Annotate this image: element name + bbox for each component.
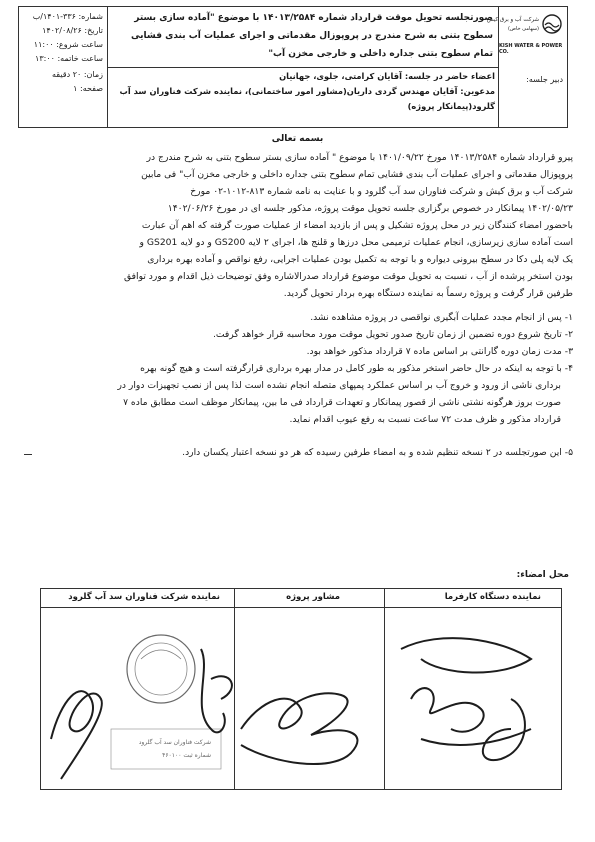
list-item: ۵- این صورتجلسه در ۲ نسخه تنظیم شده و به امضاء طرفین رسیده که هر دو نسخه اعتبار یکسان دارد. xyxy=(182,447,573,458)
title-line-1: صورتجلسه تحویل موقت قرارداد شماره ۱۴۰۱۳/۲۵۸۴ با موضوع "آماده سازی بستر xyxy=(134,13,493,23)
title-line-3: تمام سطوح بتنی جداره داخلی و خارجی مخزن آب" xyxy=(268,49,493,59)
body-line-6: است آماده سازی زیرسازی، انجام عملیات ترمیمی محل درزها و قلنج ها، اجرای ۲ لایه GS200 و دو لایه GS201 و xyxy=(139,237,573,248)
meeting-secretary-label: دبیر جلسه: xyxy=(526,75,563,84)
attendees-invited: مدعوین: آقایان مهندس گردی داریان(مشاور امور ساختمانی)، نماینده شرکت فناوران سد آب xyxy=(119,86,495,96)
body-line-1: پیرو قرارداد شماره ۱۴۰۱۳/۲۵۸۴ مورخ ۱۴۰۱/۰۹/۲۲ با موضوع " آماده سازی بستر سطوح بتنی به شرح مندرج در xyxy=(146,152,573,163)
body-line-9: طرفین قرار گرفت و پروژه رسماً به نماینده دستگاه بهره بردار تحویل گردید. xyxy=(283,288,573,299)
company-logo-icon xyxy=(486,11,561,41)
body-line-2: پروپوزال مقدماتی و اجرای عملیات آب بندی فشایی تمام سطوح بتنی جداره داخلی و خارجی مخزن آب" فی مابین xyxy=(141,169,573,180)
meta-end-time: ساعت خاتمه: ۱۳:۰۰ xyxy=(35,54,103,63)
signature-header-consultant: مشاور پروژه xyxy=(286,592,340,602)
employer-signature xyxy=(401,638,531,760)
meta-number: شماره: ۳۳۶-۱۴۰۱/ب xyxy=(32,12,103,21)
body-line-4: ۱۴۰۲/۰۵/۲۳ پیمانکار در خصوص برگزاری جلسه تحویل موقت پروژه، مذکور جلسه ای در مورخ ۱۴۰۲/۰۶/۲۶ xyxy=(167,203,573,214)
bismillah: بسمه تعالی xyxy=(271,134,324,144)
body-line-7: یک لایه پلی دکا در سطح بیرونی دیواره و با توجه به تکمیل بودن عملیات اجرایی، رفع نواقص و آماده بهره برداری xyxy=(147,254,573,265)
company-name-en: KISH WATER & POWER CO. xyxy=(499,43,563,55)
signature-header-contractor: نماینده شرکت فناوران سد آب گلرود xyxy=(68,592,220,602)
contractor-signature xyxy=(51,691,102,779)
list-item: قرارداد مذکور و ظرف مدت ۷۲ ساعت نسبت به رفع عیوب اقدام نماید. xyxy=(289,414,561,425)
meta-start-time: ساعت شروع: ۱۱:۰۰ xyxy=(33,40,103,49)
list-item: ۴- با توجه به اینکه در حال حاضر استخر مذکور به طور کامل در مدار بهره برداری قرارگرفته است و هیچ گونه بهره xyxy=(140,363,573,374)
title-line-2: سطوح بتنی به شرح مندرج در پروپوزال مقدماتی و اجرای عملیات آب بندی فشایی xyxy=(131,31,493,41)
signature-place-label: محل امضاء: xyxy=(516,570,569,580)
meta-duration: زمان: ۲۰ دقیقه xyxy=(52,70,103,79)
header-table xyxy=(18,6,568,128)
attendees-present: اعضاء حاضر در جلسه: آقایان کرامتی، جلوی، جهانیان xyxy=(279,71,495,81)
list-item: صورت بروز هرگونه نشتی ناشی از قصور پیمانکار و تعهدات قرارداد فی ما بین، پیمانکار موظف است مطابق ماده ۷ xyxy=(123,397,561,408)
header-meta-cell xyxy=(19,7,108,127)
company-stamp xyxy=(111,635,221,769)
signature-header-employer: نماینده دستگاه کارفرما xyxy=(444,592,541,602)
list-item: برداری ناشی از ورود و خروج آب بر اساس عملکرد پمپهای متصله انجام نشده است لذا پس از نصب تجهیزات دوار در xyxy=(117,380,561,391)
company-name-fa-2: (سهامی خاص) xyxy=(507,26,539,32)
attendees-invited-cont: گلرود(پیمانکار پروژه) xyxy=(407,101,495,111)
stamp-line-2: شماره ثبت ۴۶۰۱۰۰ xyxy=(162,752,211,759)
body-line-5: باحضور امضاء کنندگان زیر در محل پروژه تشکیل و پس از بازدید امضاء از عملیات صورت گرفته که اهم آن عبارت xyxy=(141,220,573,231)
header-logo-cell xyxy=(486,7,567,127)
consultant-signature xyxy=(241,693,357,764)
meta-page: صفحه: ۱ xyxy=(73,84,103,93)
list-item: ۱- پس از انجام مجدد عملیات آبگیری نواقصی در پروژه مشاهده نشد. xyxy=(310,312,573,323)
signatures-ink xyxy=(41,589,561,789)
meta-date: تاریخ: ۱۴۰۲/۰۸/۲۶ xyxy=(42,26,103,35)
divider-mark xyxy=(24,454,32,455)
header-divider xyxy=(107,67,499,68)
body-line-3: شرکت آب و برق کیش و شرکت فناوران سد آب گلرود و با عنایت به نامه شماره ۸۱۳-۱۰۱۲-۰۲ مورخ xyxy=(190,186,573,197)
signature-table xyxy=(40,588,562,790)
company-name-fa: شرکت آب و برق کیش xyxy=(486,17,539,23)
list-item: ۲- تاریخ شروع دوره تضمین از زمان تاریخ صدور تحویل موقت مورد محاسبه قرار خواهد گرفت. xyxy=(212,329,573,340)
contractor-signature-2 xyxy=(201,649,232,732)
body-line-8: بودن استخر پرشده از آب ، نسبت به تحویل موقت موضوع قرارداد صدرالاشاره وفق توضیحات ذیل اقدام و مورد توافق xyxy=(123,271,573,282)
stamp-line-1: شرکت فناوران سد آب گلرود xyxy=(138,739,211,746)
attendees-block xyxy=(111,69,495,114)
list-item: ۳- مدت زمان دوره گارانتی بر اساس ماده ۷ قرارداد مذکور خواهد بود. xyxy=(306,346,573,357)
